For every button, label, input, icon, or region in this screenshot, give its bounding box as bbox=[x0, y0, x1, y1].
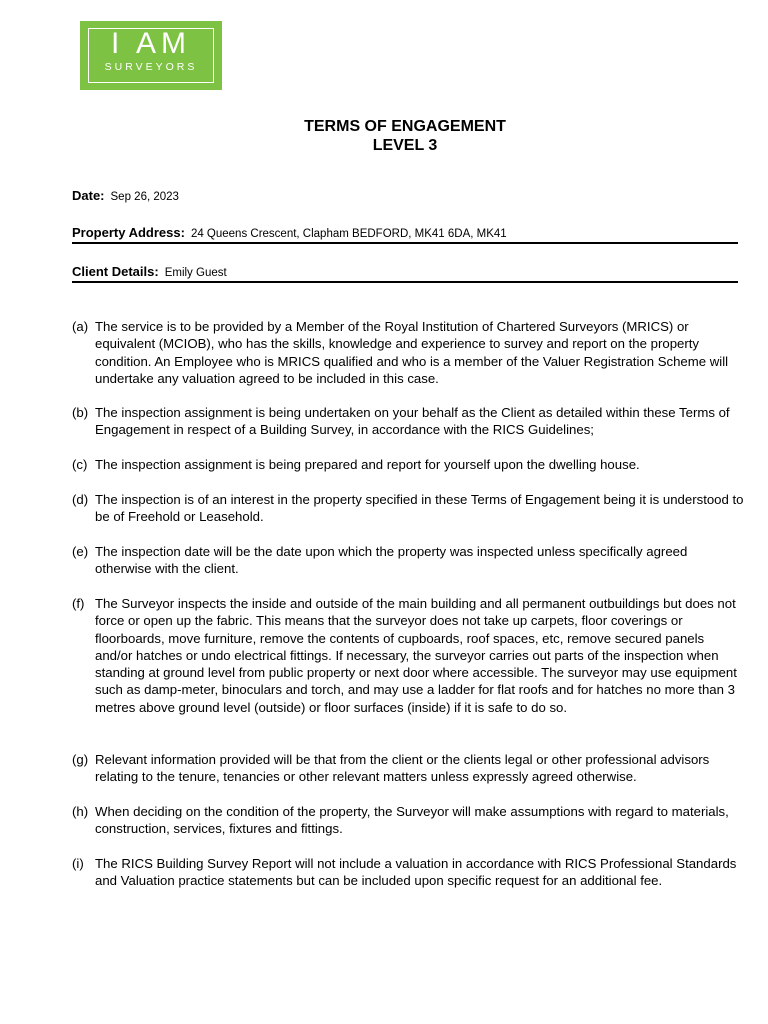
date-value: Sep 26, 2023 bbox=[110, 191, 179, 203]
clause-g bbox=[72, 751, 744, 786]
client-details-value: Emily Guest bbox=[164, 267, 227, 279]
clause-text: The inspection date will be the date upon which the property was inspected unless specifically agreed otherwise with the client. bbox=[95, 544, 688, 577]
clause-marker: (c) bbox=[72, 457, 88, 472]
clause-text: The service is to be provided by a Member of the Royal Institution of Chartered Surveyors (MRICS) or equivalent (MCIOB), who has the skills, knowledge and experience to survey and report on the property condition. An Employee who is MRICS qualified and who is a member of the Valuer Registration Scheme will undertake any valuation agreed to be included in this case. bbox=[95, 319, 729, 386]
date-field bbox=[72, 188, 738, 205]
clause-text: The RICS Building Survey Report will not include a valuation in accordance with RICS Professional Standards and Valuation practice statements but can be included upon specific request for an additional fee. bbox=[95, 856, 737, 889]
clause-marker: (a) bbox=[72, 319, 89, 334]
clause-text: Relevant information provided will be that from the client or the clients legal or other professional advisors relating to the tenure, tenancies or other relevant matters unless expressly agreed otherwise. bbox=[95, 752, 710, 785]
clause-i bbox=[72, 855, 744, 890]
page-title: TERMS OF ENGAGEMENT bbox=[304, 118, 506, 135]
clause-a bbox=[72, 318, 744, 387]
clause-text: The Surveyor inspects the inside and outside of the main building and all permanent outbuildings but does not force or open up the fabric. This means that the surveyor does not take up carpets, floor coverings or floorboards, move furniture, remove the contents of cupboards, roof spaces, etc, remove secured panels and/or hatches or undo electrical fittings. If necessary, the surveyor carries out parts of the inspection when standing at ground level from public property or next door where accessible. The surveyor may use equipment such as damp-meter, binoculars and torch, and may use a ladder for flat roofs and for hatches no more than 3 metres above ground level (outside) or floor surfaces (inside) if it is safe to do so. bbox=[95, 596, 737, 715]
logo-main-text: I AM bbox=[110, 27, 191, 60]
clause-marker: (i) bbox=[72, 856, 84, 871]
property-address-label: Property Address: bbox=[72, 225, 185, 240]
clause-text: The inspection assignment is being prepared and report for yourself upon the dwelling house. bbox=[95, 457, 640, 472]
clause-marker: (e) bbox=[72, 544, 89, 559]
clause-e bbox=[72, 543, 744, 578]
client-details-label: Client Details: bbox=[72, 264, 159, 279]
page-subtitle: LEVEL 3 bbox=[372, 137, 438, 154]
clause-marker: (h) bbox=[72, 804, 89, 819]
clause-marker: (b) bbox=[72, 405, 89, 420]
clause-marker: (f) bbox=[72, 596, 85, 611]
clause-text: When deciding on the condition of the property, the Surveyor will make assumptions with regard to materials, construction, services, fixtures and fittings. bbox=[95, 804, 729, 837]
clause-text: The inspection is of an interest in the property specified in these Terms of Engagement being it is understood to be of Freehold or Leasehold. bbox=[95, 492, 744, 525]
clause-text: The inspection assignment is being undertaken on your behalf as the Client as detailed within these Terms of Engagement in respect of a Building Survey, in accordance with the RICS Guidelines; bbox=[95, 405, 730, 438]
clause-h bbox=[72, 803, 744, 838]
logo-sub-text: SURVEYORS bbox=[104, 61, 198, 73]
clause-f bbox=[72, 595, 744, 716]
client-details-field bbox=[72, 264, 738, 283]
property-address-value: 24 Queens Crescent, Clapham BEDFORD, MK41 6DA, MK41 bbox=[190, 228, 507, 240]
clause-c bbox=[72, 456, 744, 473]
company-logo bbox=[80, 21, 222, 90]
clause-marker: (g) bbox=[72, 752, 89, 767]
clause-d bbox=[72, 491, 744, 526]
clause-b bbox=[72, 404, 744, 439]
clause-marker: (d) bbox=[72, 492, 89, 507]
property-address-field bbox=[72, 225, 738, 244]
date-label: Date: bbox=[72, 188, 105, 203]
